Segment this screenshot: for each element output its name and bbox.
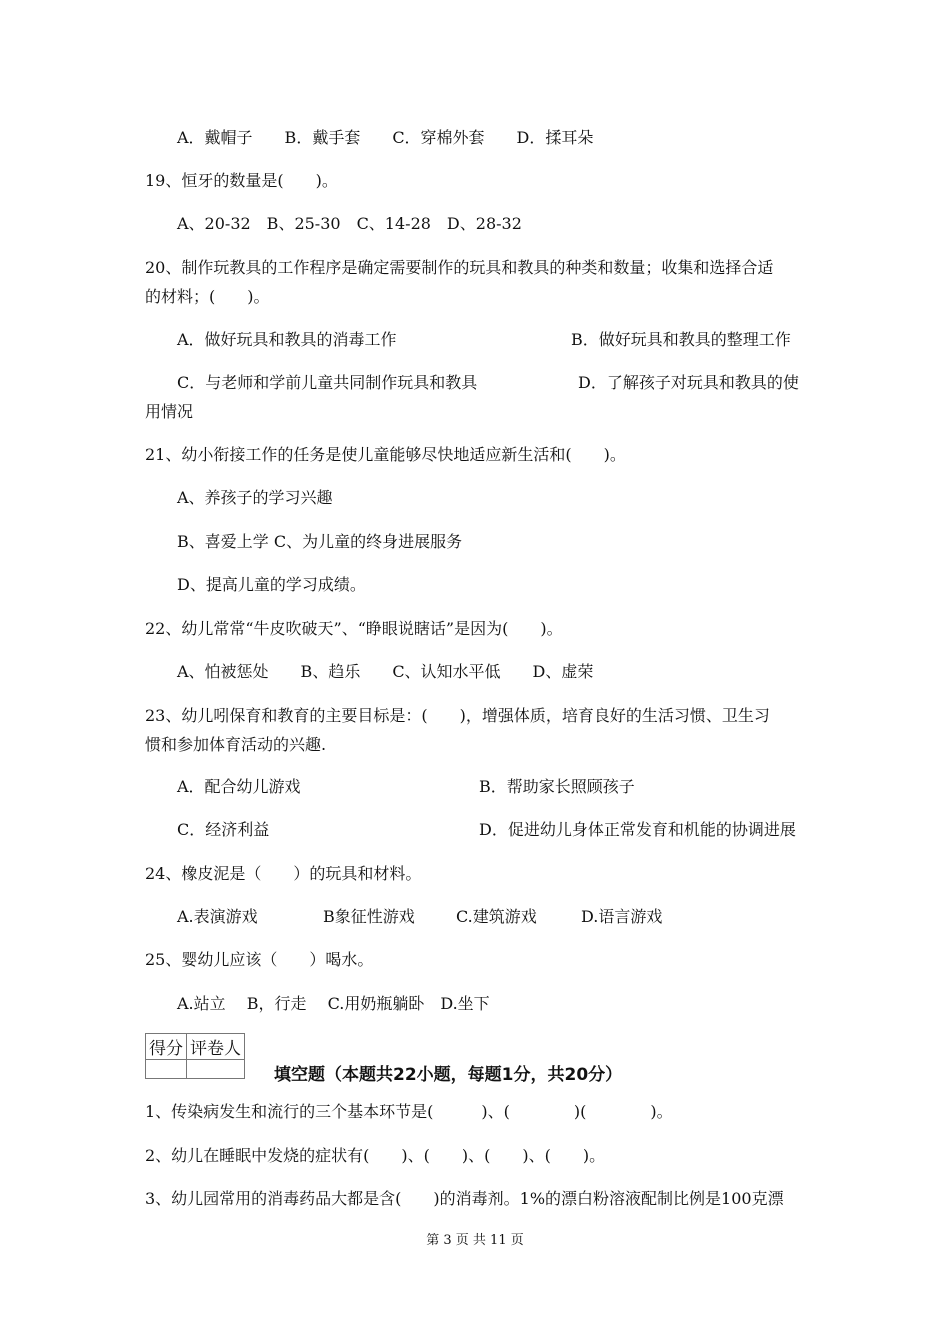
score-table — [145, 1033, 245, 1079]
q21-option-a: A、养孩子的学习兴趣 — [177, 488, 333, 507]
fill-question-3: 3、幼儿园常用的消毒药品大都是含( )的消毒剂。1%的漂白粉溶液配制比例是100克漂 — [145, 1189, 784, 1208]
q20-question-line1: 20、制作玩教具的工作程序是确定需要制作的玩具和教具的种类和数量；收集和选择合适 — [145, 258, 774, 277]
page-footer: 第 3 页 共 11 页 — [426, 1233, 524, 1248]
q21-question: 21、幼小衔接工作的任务是使儿童能够尽快地适应新生活和( )。 — [145, 445, 626, 464]
q21-option-bc: B、喜爱上学 C、为儿童的终身进展服务 — [177, 532, 463, 551]
fill-question-2: 2、幼儿在睡眠中发烧的症状有( )、( )、( )、( )。 — [145, 1146, 606, 1165]
q20-option-d-continued: 用情况 — [145, 402, 194, 421]
fill-question-1: 1、传染病发生和流行的三个基本环节是( )、( )( )。 — [145, 1102, 673, 1121]
q20-option-d: D．了解孩子对玩具和教具的使 — [578, 373, 799, 392]
q20-question-line2: 的材料；( )。 — [145, 287, 270, 306]
q18-options: A．戴帽子 B．戴手套 C．穿棉外套 D．揉耳朵 — [177, 128, 594, 147]
q24-option-c: C.建筑游戏 — [456, 907, 537, 926]
q23-question-line1: 23、幼儿吲保育和教育的主要目标是：( )，增强体质，培育良好的生活习惯、卫生习 — [145, 706, 770, 725]
q23-option-c: C．经济利益 — [177, 820, 270, 839]
q23-question-line2: 惯和参加体育活动的兴趣. — [145, 735, 327, 754]
q25-options: A.站立 B，行走 C.用奶瓶躺卧 D.坐下 — [177, 994, 490, 1013]
q21-option-d: D、提高儿童的学习成绩。 — [177, 575, 366, 594]
q20-option-a: A．做好玩具和教具的消毒工作 — [177, 330, 397, 349]
q20-option-c: C．与老师和学前儿童共同制作玩具和教具 — [177, 373, 478, 392]
q24-option-b: B象征性游戏 — [323, 907, 415, 926]
q23-option-d: D．促进幼儿身体正常发育和机能的协调进展 — [479, 820, 796, 839]
q24-option-d: D.语言游戏 — [581, 907, 663, 926]
q23-option-b: B．帮助家长照顾孩子 — [479, 777, 635, 796]
score-label: 得分 — [146, 1034, 187, 1060]
q24-question: 24、橡皮泥是（ ）的玩具和材料。 — [145, 864, 422, 883]
q23-option-a: A．配合幼儿游戏 — [177, 777, 301, 796]
q25-question: 25、婴幼儿应该（ ）喝水。 — [145, 950, 374, 969]
score-cell — [146, 1060, 187, 1079]
q19-options: A、20-32 B、25-30 C、14-28 D、28-32 — [177, 214, 522, 233]
q22-options: A、怕被惩处 B、趋乐 C、认知水平低 D、虚荣 — [177, 662, 594, 681]
grader-label: 评卷人 — [187, 1034, 245, 1060]
q20-option-b: B．做好玩具和教具的整理工作 — [571, 330, 791, 349]
grader-cell — [187, 1060, 245, 1079]
q24-option-a: A.表演游戏 — [177, 907, 258, 926]
q22-question: 22、幼儿常常“牛皮吹破天”、“睁眼说瞎话”是因为( )。 — [145, 619, 563, 638]
section-title: 填空题（本题共22小题，每题1分，共20分） — [274, 1065, 623, 1085]
q19-question: 19、恒牙的数量是( )。 — [145, 171, 338, 190]
